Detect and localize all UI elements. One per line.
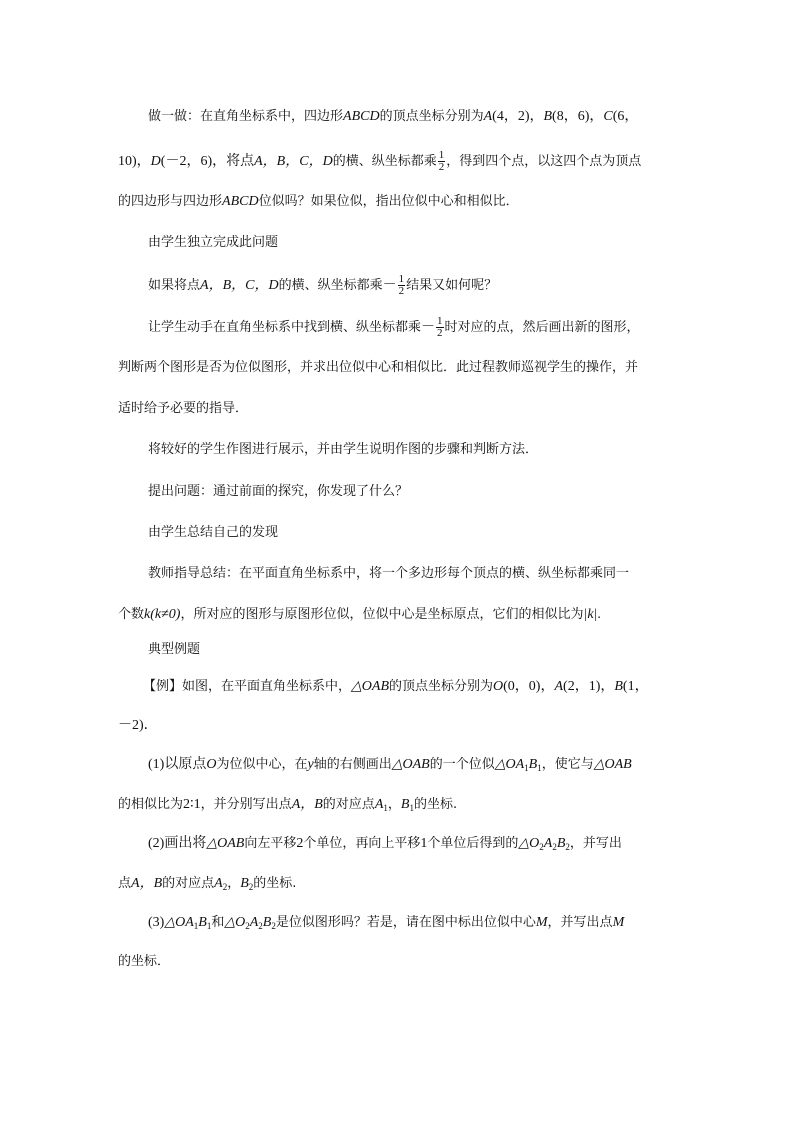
text: 的横、纵坐标都乘 bbox=[278, 278, 383, 293]
math-b: B bbox=[262, 915, 272, 930]
math-k: k(k≠0) bbox=[144, 607, 181, 622]
p2: 由学生独立完成此问题 bbox=[148, 235, 279, 250]
math-y: y bbox=[307, 757, 314, 772]
text: 个单位，再向上平移 bbox=[303, 836, 421, 851]
p12-line1 bbox=[148, 835, 622, 856]
text: ， bbox=[227, 876, 241, 891]
text: 的一个位似 bbox=[429, 757, 495, 772]
coord-a: (4，2)， bbox=[492, 109, 544, 124]
coord-d: (－2，6)，将点 bbox=[160, 154, 255, 169]
text: 位似吗？如果位似，指出位似中心和相似比． bbox=[258, 194, 519, 209]
math-b: B bbox=[556, 836, 566, 851]
text: 的坐标. bbox=[413, 797, 458, 812]
text: 的顶点坐标分别为 bbox=[389, 679, 494, 694]
math-a: A bbox=[374, 797, 384, 812]
period: . bbox=[597, 607, 601, 622]
text: (1)以原点 bbox=[148, 757, 207, 772]
subscript: 2 bbox=[552, 842, 557, 852]
math-points: A，B bbox=[131, 876, 163, 891]
math-b: B bbox=[240, 876, 249, 891]
p11-line2 bbox=[118, 796, 457, 817]
fraction-half bbox=[398, 274, 406, 297]
ratio: 2∶1 bbox=[183, 797, 201, 812]
p6: 提出问题：通过前面的探究，你发现了什么？ bbox=[148, 484, 409, 499]
text: 和 bbox=[211, 915, 225, 930]
p13-line2: 的坐标． bbox=[118, 954, 171, 969]
text: (3) bbox=[148, 915, 165, 930]
p10-line1 bbox=[143, 678, 649, 696]
fraction-half bbox=[436, 316, 444, 339]
math-triangle: △OA bbox=[494, 757, 525, 772]
subscript: 1 bbox=[383, 803, 388, 813]
subscript: 2 bbox=[222, 882, 228, 892]
text: 的相似比为 bbox=[118, 797, 184, 812]
p7: 由学生总结自己的发现 bbox=[148, 525, 279, 540]
p3 bbox=[148, 274, 497, 297]
text: (2)画出将 bbox=[148, 836, 207, 851]
coord-b: (1， bbox=[622, 679, 649, 694]
minus-sign: － bbox=[382, 278, 397, 293]
fraction-numerator: 1 bbox=[437, 315, 443, 327]
p11-line1 bbox=[148, 756, 632, 777]
text: 如果将点 bbox=[148, 278, 201, 293]
fraction-denominator: 2 bbox=[438, 161, 445, 173]
math-a: A bbox=[543, 836, 553, 851]
text: 是位似图形吗？若是，请在图中标出位似中心 bbox=[275, 915, 536, 930]
p4-line2: 判断两个图形是否为位似图形，并求出位似中心和相似比．此过程教师巡视学生的操作，并 bbox=[118, 360, 639, 375]
math-triangle: △OAB bbox=[391, 757, 430, 772]
math-abs-k: |k| bbox=[583, 607, 598, 622]
p1-line2 bbox=[118, 150, 641, 173]
math-b: B bbox=[528, 757, 538, 772]
math-a: A bbox=[249, 915, 259, 930]
p4-line3: 适时给予必要的指导． bbox=[118, 401, 249, 416]
text: 的横、纵坐标都乘 bbox=[332, 154, 437, 169]
p12-line2 bbox=[118, 875, 296, 896]
coord-c: (6， bbox=[612, 109, 639, 124]
math-a: A bbox=[554, 679, 564, 694]
text: 的对应点 bbox=[322, 797, 375, 812]
text: ，所对应的图形与原图形位似，位似中心是坐标原点，它们的相似比为 bbox=[180, 607, 584, 622]
math-triangle: △OAB bbox=[593, 757, 632, 772]
text: ，使它与 bbox=[541, 757, 594, 772]
section-heading: 典型例题 bbox=[148, 642, 201, 657]
text: 做一做：在直角坐标系中，四边形 bbox=[148, 109, 344, 124]
fraction-denominator: 2 bbox=[437, 327, 443, 339]
math-triangle: △O bbox=[518, 836, 540, 851]
subscript: 1 bbox=[206, 921, 212, 931]
text: 的四边形与四边形 bbox=[118, 194, 223, 209]
subscript: 1 bbox=[537, 763, 542, 773]
text: ，并写出 bbox=[569, 836, 622, 851]
p1-line3 bbox=[118, 193, 519, 211]
math-m: M bbox=[535, 915, 548, 930]
text: 的对应点 bbox=[162, 876, 215, 891]
text: 时对应的点，然后画出新的图形， bbox=[444, 320, 640, 335]
text: 向左平移 bbox=[244, 836, 297, 851]
p1-line1 bbox=[148, 108, 638, 126]
text: 结果又如何呢？ bbox=[406, 278, 498, 293]
text: 【例】如图，在平面直角坐标系中， bbox=[143, 679, 352, 694]
math-triangle: △OA bbox=[164, 915, 194, 930]
math-b: B bbox=[198, 915, 207, 930]
coord-b: (8，6)， bbox=[552, 109, 604, 124]
subscript: 2 bbox=[245, 921, 250, 931]
math-triangle: △OAB bbox=[206, 836, 245, 851]
text: 为位似中心，在 bbox=[216, 757, 308, 772]
math-o: O bbox=[493, 679, 504, 694]
math-points: A，B，C，D bbox=[254, 154, 333, 169]
number: 2 bbox=[296, 836, 304, 851]
math-a: A bbox=[214, 876, 223, 891]
text: 个单位后得到的 bbox=[427, 836, 519, 851]
math-b: B bbox=[400, 797, 410, 812]
math-triangle: △OAB bbox=[351, 679, 389, 694]
math-b: B bbox=[543, 109, 553, 124]
subscript: 1 bbox=[409, 803, 414, 813]
minus-sign: － bbox=[421, 320, 436, 335]
math-c: C bbox=[603, 109, 613, 124]
p10-line2 bbox=[118, 717, 158, 735]
subscript: 2 bbox=[271, 921, 276, 931]
p4-line1 bbox=[148, 316, 640, 339]
coord-c-end: 10)， bbox=[118, 154, 151, 169]
fraction-denominator: 2 bbox=[398, 285, 405, 297]
text: 的坐标. bbox=[253, 876, 297, 891]
math-abcd: ABCD bbox=[343, 109, 380, 124]
text: 个数 bbox=[118, 607, 145, 622]
math-m: M bbox=[612, 915, 625, 930]
subscript: 2 bbox=[565, 842, 570, 852]
text: ，得到四个点，以这四个点为顶点 bbox=[446, 154, 642, 169]
subscript: 2 bbox=[539, 842, 544, 852]
math-abcd: ABCD bbox=[222, 194, 259, 209]
text: ，并写出点 bbox=[547, 915, 613, 930]
coord-o: (0，0)， bbox=[503, 679, 555, 694]
subscript: 2 bbox=[258, 921, 263, 931]
p8-line2 bbox=[118, 606, 601, 624]
math-a: A bbox=[483, 109, 493, 124]
coord-b-end: －2)． bbox=[118, 718, 158, 733]
subscript: 1 bbox=[193, 921, 199, 931]
p5: 将较好的学生作图进行展示，并由学生说明作图的步骤和判断方法． bbox=[148, 442, 539, 457]
fraction-numerator: 1 bbox=[438, 149, 445, 161]
math-d: D bbox=[150, 154, 161, 169]
text: 的顶点坐标分别为 bbox=[379, 109, 484, 124]
text: ，并分别写出点 bbox=[200, 797, 292, 812]
coord-a: (2，1)， bbox=[563, 679, 615, 694]
math-points: A，B，C，D bbox=[200, 278, 279, 293]
fraction-numerator: 1 bbox=[398, 273, 405, 285]
math-b: B bbox=[614, 679, 623, 694]
subscript: 1 bbox=[524, 763, 529, 773]
text: 让学生动手在直角坐标系中找到横、纵坐标都乘 bbox=[148, 320, 422, 335]
text: ， bbox=[387, 797, 401, 812]
math-triangle: △O bbox=[224, 915, 246, 930]
number: 1 bbox=[420, 836, 428, 851]
text: 点 bbox=[118, 876, 132, 891]
p13-line1 bbox=[148, 914, 624, 935]
math-points: A，B bbox=[291, 797, 323, 812]
text: 轴的右侧画出 bbox=[313, 757, 392, 772]
subscript: 2 bbox=[248, 882, 254, 892]
math-o: O bbox=[206, 757, 217, 772]
fraction-half bbox=[438, 150, 446, 173]
p8-line1: 教师指导总结：在平面直角坐标系中，将一个多边形每个顶点的横、纵坐标都乘同一 bbox=[148, 566, 630, 581]
